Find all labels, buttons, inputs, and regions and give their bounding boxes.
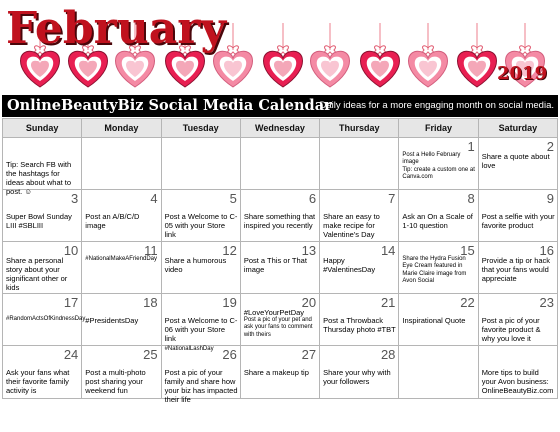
week-row (3, 242, 558, 294)
week-row (3, 294, 558, 346)
day-cell (161, 190, 240, 242)
day-idea: Post a Throwback Thursday photo #TBT (323, 316, 396, 335)
day-cell (399, 138, 478, 190)
day-idea: Inspirational Quote (402, 316, 466, 325)
day-number: 16 (539, 243, 554, 258)
day-cell (399, 190, 478, 242)
day-number: 19 (222, 295, 237, 310)
day-idea: Share something that inspired you recently (243, 212, 316, 231)
day-idea: Share a makeup tip (243, 368, 309, 377)
day-idea: #RandomActsOfKindnessDay (6, 316, 86, 322)
day-number: 8 (467, 191, 475, 206)
day-cell-empty (240, 138, 319, 190)
day-idea: Post a This or That image (243, 256, 307, 275)
day-cell (3, 242, 82, 294)
day-number: 27 (301, 347, 317, 362)
day-number: 10 (63, 243, 79, 258)
tip-text: Tip: Search FB with the hashtags for ideas about what to post. ☺ (6, 160, 72, 197)
day-cell (3, 346, 82, 399)
day-cell (320, 242, 399, 294)
day-cell (399, 242, 478, 294)
day-number: 24 (63, 347, 79, 362)
day-idea: Provide a tip or hack that your fans would appreciate (481, 256, 551, 284)
day-idea: Post a multi-photo post sharing your weekend fun (85, 368, 146, 396)
day-number: 13 (301, 243, 317, 258)
day-number: 7 (388, 191, 396, 206)
year-label: 2019 (497, 63, 548, 84)
day-idea (244, 308, 317, 339)
weekday-header-row (3, 119, 558, 138)
day-cell-empty (320, 138, 399, 190)
day-idea: Happy #ValentinesDay (323, 256, 376, 275)
weekday-monday: Monday (82, 119, 161, 138)
day-cell (320, 190, 399, 242)
weekday-wednesday: Wednesday (240, 119, 319, 138)
day-idea: Share a personal story about your significant other or kids (6, 256, 68, 293)
day-number: 18 (143, 295, 158, 310)
calendar-header (0, 0, 560, 92)
day-idea-line: Post a pic of your pet and ask your fans to comment with theirs (243, 317, 313, 338)
weekday-friday: Friday (399, 119, 478, 138)
day-idea-line: Post a Welcome to C-06 with your Store link (164, 316, 238, 344)
day-idea: Share your why with your followers (323, 368, 391, 387)
day-number: 1 (467, 139, 475, 154)
day-cell (3, 138, 82, 197)
day-cell (478, 190, 557, 242)
day-cell (478, 346, 557, 399)
day-number: 3 (71, 191, 79, 206)
day-number: 26 (222, 347, 237, 362)
calendar-name: OnlineBeautyBiz Social Media Calendar (7, 97, 332, 114)
day-idea (402, 152, 475, 181)
day-number: 22 (460, 295, 475, 310)
day-number: 25 (143, 347, 158, 362)
day-idea: Share an easy to make recipe for Valentine's Day (323, 212, 380, 240)
more-tips-link[interactable]: More tips to build your Avon business: OnlineBeautyBiz.com (481, 368, 554, 396)
day-number: 20 (301, 295, 317, 310)
day-idea-tip: Tip: create a custom one at Canva.com (402, 166, 475, 180)
calendar-tagline: Daily ideas for a more engaging month on social media. (319, 100, 554, 111)
title-bar (2, 95, 558, 117)
weekday-saturday: Saturday (478, 119, 557, 138)
day-cell-empty (82, 138, 161, 190)
day-idea: Post a pic of your favorite product & why you love it (481, 316, 541, 344)
day-cell (82, 294, 161, 346)
day-idea: #NationalMakeAFriendDay (85, 256, 157, 262)
day-cell (240, 242, 319, 294)
day-number: 12 (222, 243, 237, 258)
day-idea: Share the Hydra Fusion Eye Cream featured in Marie Claire image from Avon Social (402, 256, 467, 284)
day-idea-line: Post a Hello February image (402, 152, 461, 166)
day-cell (161, 294, 240, 353)
day-cell (478, 138, 557, 190)
day-number: 6 (308, 191, 317, 206)
day-number: 17 (63, 295, 79, 310)
day-number: 28 (380, 347, 396, 362)
day-cell (3, 190, 82, 242)
day-cell (399, 294, 478, 346)
day-cell (161, 242, 240, 294)
day-idea: Post a Welcome to C-05 with your Store link (164, 212, 238, 240)
day-cell (478, 242, 557, 294)
week-row (3, 190, 558, 242)
day-cell (82, 242, 161, 294)
week-row (3, 346, 558, 399)
day-idea-hashtag: #LoveYourPetDay (243, 308, 305, 317)
day-idea: Post an A/B/C/D image (85, 212, 140, 231)
day-idea: Share a quote about love (481, 152, 550, 171)
day-idea: Super Bowl Sunday LIII #SBLIII (6, 212, 72, 231)
day-idea: Post a pic of your family and share how your biz has impacted their life (164, 368, 238, 405)
day-idea: #PresidentsDay (85, 316, 139, 325)
day-cell-empty (161, 138, 240, 190)
calendar-grid (2, 118, 558, 405)
weekday-thursday: Thursday (320, 119, 399, 138)
day-number: 2 (546, 139, 554, 154)
month-title: February (6, 3, 227, 54)
day-number: 11 (144, 243, 158, 258)
day-cell (240, 190, 319, 242)
day-idea: Ask your fans what their favorite family activity is (6, 368, 70, 396)
day-idea: Post a selfie with your favorite product (481, 212, 555, 231)
day-number: 23 (539, 295, 554, 310)
day-number: 9 (546, 191, 554, 206)
day-number: 14 (380, 243, 396, 258)
day-cell-empty (399, 346, 478, 399)
day-cell (82, 190, 161, 242)
day-number: 4 (150, 191, 158, 206)
day-cell (161, 346, 240, 405)
week-row (3, 138, 558, 190)
day-cell (240, 294, 319, 346)
day-cell (320, 294, 399, 346)
weekday-tuesday: Tuesday (161, 119, 240, 138)
weekday-sunday: Sunday (3, 119, 82, 138)
day-number: 15 (460, 243, 475, 258)
day-idea: Share a humorous video (164, 256, 227, 275)
day-cell (478, 294, 557, 346)
day-cell (320, 346, 399, 399)
day-cell (82, 346, 161, 399)
day-number: 5 (229, 191, 237, 206)
day-idea-hashtag: #NationalLashDay (164, 346, 214, 353)
day-number: 21 (380, 295, 396, 310)
day-cell (240, 346, 319, 399)
day-cell (3, 294, 86, 346)
day-idea: Ask an On a Scale of 1-10 question (402, 212, 473, 231)
